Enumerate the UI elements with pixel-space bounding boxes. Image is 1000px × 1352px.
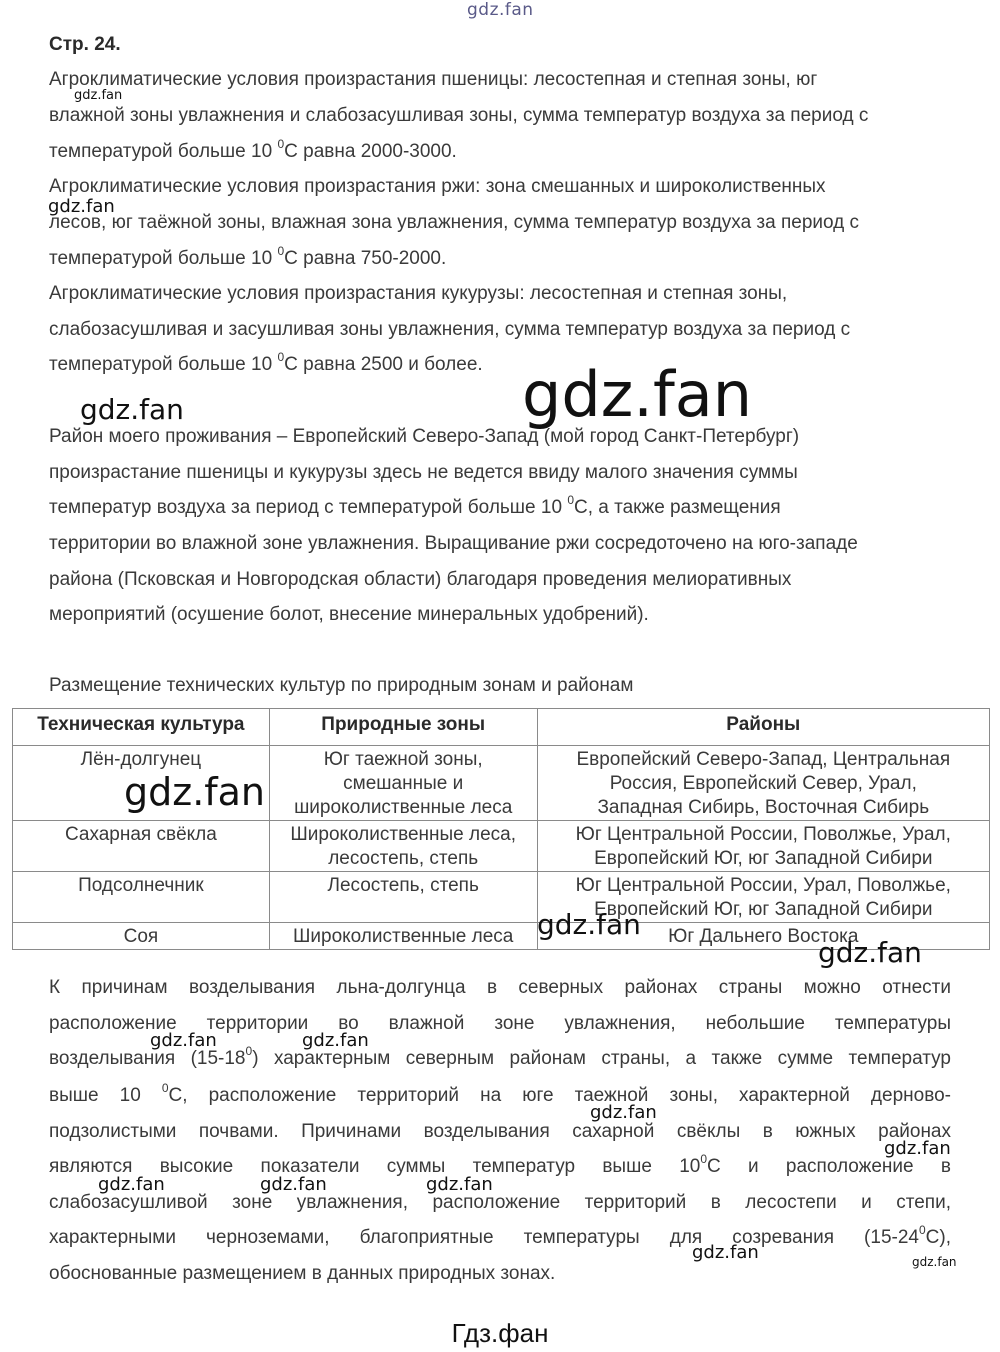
footer-brand: Гдз.фан — [451, 1318, 549, 1348]
watermark: gdz.fan — [912, 1255, 957, 1269]
watermark: gdz.fan — [426, 1174, 493, 1195]
superscript: 0 — [277, 243, 285, 258]
cell-regions — [537, 821, 989, 872]
paragraph-line: К причинам возделывания льна-долгунца в северных районах страны можно отнести — [49, 977, 951, 998]
superscript: 0 — [918, 1222, 926, 1237]
paragraph-line — [49, 1080, 951, 1108]
cell-crop: Соя — [13, 923, 270, 950]
watermark: gdz.fan — [590, 1102, 657, 1123]
superscript: 0 — [245, 1043, 253, 1058]
text: являются высокие показатели суммы температур выше 10 — [49, 1156, 701, 1177]
watermark: gdz.fan — [537, 908, 641, 941]
paragraph-line — [49, 349, 483, 377]
paragraph-line: слабозасушливая и засушливая зоны увлажнения, сумма температур воздуха за период с — [49, 319, 851, 340]
watermark-large: gdz.fan — [522, 358, 753, 431]
text: С равна 2000-3000. — [284, 141, 457, 162]
cell-line: Лесостепь, степь — [327, 875, 479, 896]
paragraph-line: района (Псковская и Новгородская области) благодаря проведения мелиоративных — [49, 569, 792, 590]
paragraph-line: Агроклиматические условия произрастания ржи: зона смешанных и широколиственных — [49, 176, 826, 197]
paragraph-line — [49, 243, 447, 271]
paragraph-line: слабозасушливой зоне увлажнения, расположение территорий в лесостепи и степи, — [49, 1192, 951, 1213]
text: выше 10 — [49, 1085, 162, 1106]
paragraph-line: Район моего проживания – Европейский Северо-Запад (мой город Санкт-Петербург) — [49, 426, 800, 447]
paragraph-line: расположение территории во влажной зоне увлажнения, небольшие температуры — [49, 1013, 951, 1034]
table-row — [13, 872, 990, 923]
superscript: 0 — [161, 1080, 169, 1095]
paragraph-line: мероприятий (осушение болот, внесение минеральных удобрений). — [49, 604, 649, 625]
watermark: gdz.fan — [302, 1030, 369, 1051]
text: температурой больше 10 — [49, 354, 278, 375]
cell-line: широколиственные леса — [294, 797, 513, 818]
paragraph-line: подзолистыми почвами. Причинами возделывания сахарной свёклы в южных районах — [49, 1121, 951, 1142]
cell-line: Европейский Юг, юг Западной Сибири — [594, 848, 933, 869]
cell-line: Широколиственные леса — [292, 926, 514, 947]
watermark: gdz.fan — [48, 196, 115, 217]
paragraph-line: обоснованные размещением в данных природных зонах. — [49, 1263, 556, 1284]
paragraph-line — [49, 492, 781, 520]
watermark: gdz.fan — [260, 1174, 327, 1195]
paragraph-line: лесов, юг таёжной зоны, влажная зона увлажнения, сумма температур воздуха за период с — [49, 212, 860, 233]
text: С и расположение в — [707, 1156, 951, 1177]
text: температур воздуха за период с температурой больше 10 — [49, 497, 568, 518]
text: температурой больше 10 — [49, 141, 278, 162]
cell-line: Юг Дальнего Востока — [668, 926, 859, 947]
cell-crop: Подсолнечник — [13, 872, 270, 923]
watermark: gdz.fan — [124, 770, 266, 814]
crops-table — [12, 708, 990, 950]
cell-line: Юг таежной зоны, — [323, 749, 483, 770]
paragraph-line: влажной зоны увлажнения и слабозасушливая зоны, сумма температур воздуха за период с — [49, 105, 869, 126]
paragraph-line: произрастание пшеницы и кукурузы здесь не ведется ввиду малого значения суммы — [49, 462, 798, 483]
cell-line: Европейский Юг, юг Западной Сибири — [594, 899, 933, 920]
text: С, а также размещения — [574, 497, 781, 518]
text: возделывания (15-18 — [49, 1048, 246, 1069]
watermark: gdz.fan — [80, 393, 184, 426]
text: С), — [925, 1227, 951, 1248]
cell-line: смешанные и — [343, 773, 464, 794]
paragraph-line — [49, 1222, 951, 1250]
column-header-regions: Районы — [537, 709, 989, 746]
paragraph-line — [49, 136, 457, 164]
cell-line: Юг Центральной России, Поволжье, Урал, — [575, 824, 951, 845]
cell-line: Европейский Северо-Запад, Центральная — [576, 749, 951, 770]
text: температурой больше 10 — [49, 248, 278, 269]
superscript: 0 — [277, 136, 285, 151]
superscript: 0 — [700, 1151, 708, 1166]
watermark: gdz.fan — [150, 1030, 217, 1051]
column-header-crop: Техническая культура — [13, 709, 270, 746]
watermark: gdz.fan — [98, 1174, 165, 1195]
cell-line: лесостепь, степь — [328, 848, 479, 869]
text: С, расположение территорий на юге таежной зоны, характерной дерново- — [168, 1085, 951, 1106]
cell-line: Западная Сибирь, Восточная Сибирь — [597, 797, 930, 818]
text: ) характерным северным районам страны, а также сумме температур — [252, 1048, 951, 1069]
watermark: gdz.fan — [692, 1242, 759, 1263]
watermark: gdz.fan — [884, 1138, 951, 1159]
paragraph-line: Агроклиматические условия произрастания кукурузы: лесостепная и степная зоны, — [49, 283, 788, 304]
cell-line: Юг Центральной России, Урал, Поволжье, — [575, 875, 951, 896]
cell-zones — [269, 821, 537, 872]
watermark-top: gdz.fan — [467, 0, 534, 20]
cell-line: Россия, Европейский Север, Урал, — [609, 773, 917, 794]
cell-regions — [537, 746, 989, 821]
cell-crop: Лён-долгунец — [13, 746, 270, 821]
text: С равна 750-2000. — [284, 248, 447, 269]
cell-zones — [269, 746, 537, 821]
cell-crop: Сахарная свёкла — [13, 821, 270, 872]
paragraph-line: территории во влажной зоне увлажнения. Выращивание ржи сосредоточено на юго-западе — [49, 533, 858, 554]
paragraph-line — [49, 1151, 951, 1179]
watermark: gdz.fan — [818, 936, 922, 969]
text: С равна 2500 и более. — [284, 354, 483, 375]
superscript: 0 — [567, 492, 574, 507]
cell-zones — [269, 923, 537, 950]
text: характерными черноземами, благоприятные температуры для созревания (15-24 — [49, 1227, 919, 1248]
superscript: 0 — [277, 349, 285, 364]
watermark: gdz.fan — [74, 88, 123, 103]
page-title: Стр. 24. — [49, 34, 121, 55]
column-header-zones: Природные зоны — [269, 709, 537, 746]
cell-zones — [269, 872, 537, 923]
table-row — [13, 821, 990, 872]
table-caption: Размещение технических культур по природным зонам и районам — [49, 675, 634, 696]
cell-line: Широколиственные леса, — [290, 824, 517, 845]
paragraph-line: Агроклиматические условия произрастания пшеницы: лесостепная и степная зоны, юг — [49, 69, 818, 90]
table-header-row — [13, 709, 990, 746]
